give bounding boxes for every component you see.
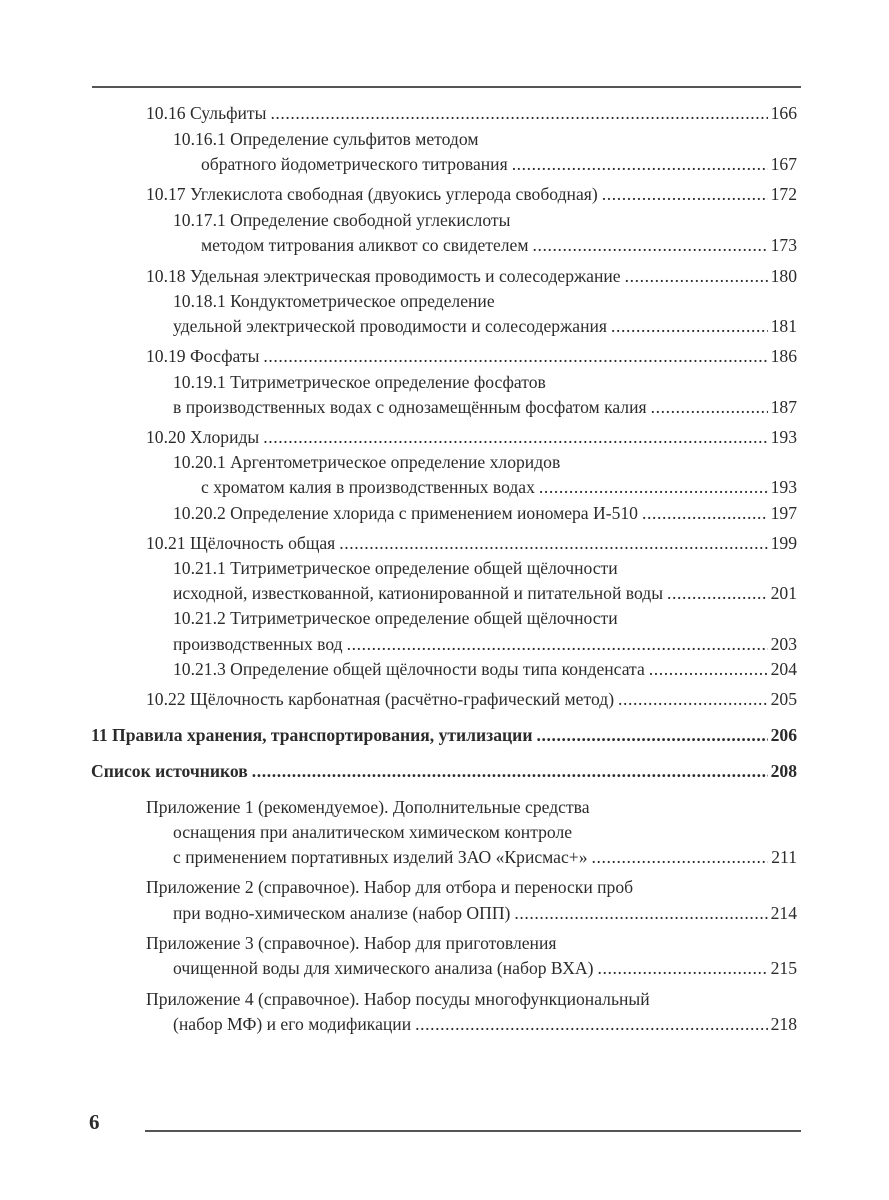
toc-entry[interactable] bbox=[173, 902, 797, 924]
toc-entry[interactable] bbox=[173, 396, 797, 418]
toc-page-number: 203 bbox=[770, 634, 797, 654]
dot-leader bbox=[611, 315, 768, 337]
toc-entry-title: методом титрования аликвот со свидетелем bbox=[201, 235, 529, 255]
toc-entry[interactable] bbox=[173, 582, 797, 604]
toc-entry[interactable] bbox=[146, 265, 797, 287]
toc-entry[interactable] bbox=[173, 633, 797, 655]
dot-leader bbox=[592, 846, 769, 868]
toc-entry-title: 10.20 Хлориды bbox=[146, 427, 260, 447]
dot-leader bbox=[512, 153, 768, 175]
toc-entry-title: 10.21.2 Титриметрическое определение общей щёлочности bbox=[173, 608, 618, 628]
toc-page-number: 206 bbox=[770, 725, 797, 745]
toc-entry-title: Список источников bbox=[91, 761, 248, 781]
dot-leader bbox=[539, 476, 768, 498]
toc-entry[interactable] bbox=[173, 502, 797, 524]
toc-entry-title: 10.22 Щёлочность карбонатная (расчётно-графический метод) bbox=[146, 689, 615, 709]
toc-entry[interactable] bbox=[146, 532, 797, 554]
toc-entry-title: Приложение 1 (рекомендуемое). Дополнительные средства bbox=[146, 797, 590, 817]
toc-page-number: 173 bbox=[770, 235, 797, 255]
dot-leader bbox=[536, 724, 767, 746]
toc-entry-section[interactable] bbox=[91, 760, 797, 782]
toc-entry[interactable] bbox=[173, 315, 797, 337]
toc-entry[interactable] bbox=[201, 234, 797, 256]
toc-entry-title: в производственных водах с однозамещённым фосфатом калия bbox=[173, 397, 647, 417]
toc-entry-title: при водно-химическом анализе (набор ОПП) bbox=[173, 903, 511, 923]
toc-page-number: 197 bbox=[770, 503, 797, 523]
toc-entry-section[interactable] bbox=[91, 724, 797, 746]
toc-entry[interactable] bbox=[146, 688, 797, 710]
toc-entry[interactable] bbox=[146, 426, 797, 448]
dot-leader bbox=[602, 183, 768, 205]
toc-entry-title: 10.18 Удельная электрическая проводимость и солесодержание bbox=[146, 266, 621, 286]
page-number: 6 bbox=[89, 1110, 100, 1134]
dot-leader bbox=[533, 234, 768, 256]
dot-leader bbox=[618, 688, 768, 710]
dot-leader bbox=[625, 265, 768, 287]
toc-entry-title: 10.16 Сульфиты bbox=[146, 103, 267, 123]
toc-page-number: 199 bbox=[770, 533, 797, 553]
toc-entry-title: 10.20.1 Аргентометрическое определение хлоридов bbox=[173, 452, 561, 472]
toc-entry-title: с применением портативных изделий ЗАО «Крисмас+» bbox=[173, 847, 588, 867]
toc-page-number: 193 bbox=[770, 477, 797, 497]
toc-entry-title: 10.21.1 Титриметрическое определение общей щёлочности bbox=[173, 558, 618, 578]
toc-entry[interactable] bbox=[201, 476, 797, 498]
dot-leader bbox=[598, 957, 768, 979]
toc-entry-title: производственных вод bbox=[173, 634, 343, 654]
toc-page-number: 193 bbox=[770, 427, 797, 447]
toc-entry-title: обратного йодометрического титрования bbox=[201, 154, 508, 174]
dot-leader bbox=[514, 902, 767, 924]
toc-entry[interactable] bbox=[173, 846, 797, 868]
toc-entry-title: 10.17 Углекислота свободная (двуокись углерода свободная) bbox=[146, 184, 598, 204]
toc-entry-title: Приложение 4 (справочное). Набор посуды многофункциональный bbox=[146, 989, 650, 1009]
toc-entry[interactable] bbox=[146, 183, 797, 205]
dot-leader bbox=[651, 396, 768, 418]
toc-page-number: 211 bbox=[771, 847, 797, 867]
toc-entry[interactable] bbox=[201, 153, 797, 175]
toc-entry-title: 10.20.2 Определение хлорида с применением иономера И-510 bbox=[173, 503, 638, 523]
toc-page-number: 201 bbox=[770, 583, 797, 603]
toc-entry-title: 11 Правила хранения, транспортирования, утилизации bbox=[91, 725, 533, 745]
toc-entry[interactable] bbox=[146, 102, 797, 124]
dot-leader bbox=[263, 345, 767, 367]
toc-page-number: 208 bbox=[770, 761, 797, 781]
toc-entry-title: оснащения при аналитическом химическом контроле bbox=[173, 822, 573, 842]
toc-entry-title: 10.17.1 Определение свободной углекислоты bbox=[173, 210, 511, 230]
toc-entry-title: 10.19 Фосфаты bbox=[146, 346, 260, 366]
toc-page-number: 218 bbox=[770, 1014, 797, 1034]
dot-leader bbox=[270, 102, 767, 124]
toc-entry-title: 10.16.1 Определение сульфитов методом bbox=[173, 129, 479, 149]
toc-page-number: 172 bbox=[770, 184, 797, 204]
dot-leader bbox=[339, 532, 767, 554]
dot-leader bbox=[667, 582, 768, 604]
toc-entry-title: 10.19.1 Титриметрическое определение фосфатов bbox=[173, 372, 546, 392]
toc-entry-title: (набор МФ) и его модификации bbox=[173, 1014, 412, 1034]
dot-leader bbox=[263, 426, 767, 448]
toc-entry[interactable] bbox=[173, 957, 797, 979]
dot-leader bbox=[252, 760, 768, 782]
toc-entry[interactable] bbox=[146, 345, 797, 367]
toc-entry-title: очищенной воды для химического анализа (набор ВХА) bbox=[173, 958, 594, 978]
toc-page-number: 205 bbox=[770, 689, 797, 709]
dot-leader bbox=[415, 1013, 767, 1035]
toc-entry-title: Приложение 3 (справочное). Набор для приготовления bbox=[146, 933, 557, 953]
toc-page-number: 180 bbox=[770, 266, 797, 286]
toc-page-number: 167 bbox=[770, 154, 797, 174]
toc-page-number: 214 bbox=[770, 903, 797, 923]
toc-entry-title: удельной электрической проводимости и солесодержания bbox=[173, 316, 607, 336]
toc-entry-title: 10.18.1 Кондуктометрическое определение bbox=[173, 291, 495, 311]
top-rule bbox=[92, 86, 801, 88]
dot-leader bbox=[347, 633, 768, 655]
toc-entry-title: с хроматом калия в производственных водах bbox=[201, 477, 535, 497]
dot-leader bbox=[642, 502, 768, 524]
toc-entry[interactable] bbox=[173, 1013, 797, 1035]
toc-entry-title: исходной, известкованной, катионированной и питательной воды bbox=[173, 583, 664, 603]
dot-leader bbox=[649, 658, 768, 680]
toc-page-number: 215 bbox=[770, 958, 797, 978]
toc-entry-title: 10.21.3 Определение общей щёлочности воды типа конденсата bbox=[173, 659, 645, 679]
toc-page-number: 187 bbox=[770, 397, 797, 417]
toc-entry[interactable] bbox=[173, 658, 797, 680]
toc-page-number: 204 bbox=[770, 659, 797, 679]
bottom-rule bbox=[145, 1130, 801, 1132]
toc-page-number: 181 bbox=[770, 316, 797, 336]
toc-page-number: 186 bbox=[770, 346, 797, 366]
toc-entry-title: Приложение 2 (справочное). Набор для отбора и переноски проб bbox=[146, 877, 634, 897]
toc-page-number: 166 bbox=[770, 103, 797, 123]
toc-entry-title: 10.21 Щёлочность общая bbox=[146, 533, 336, 553]
